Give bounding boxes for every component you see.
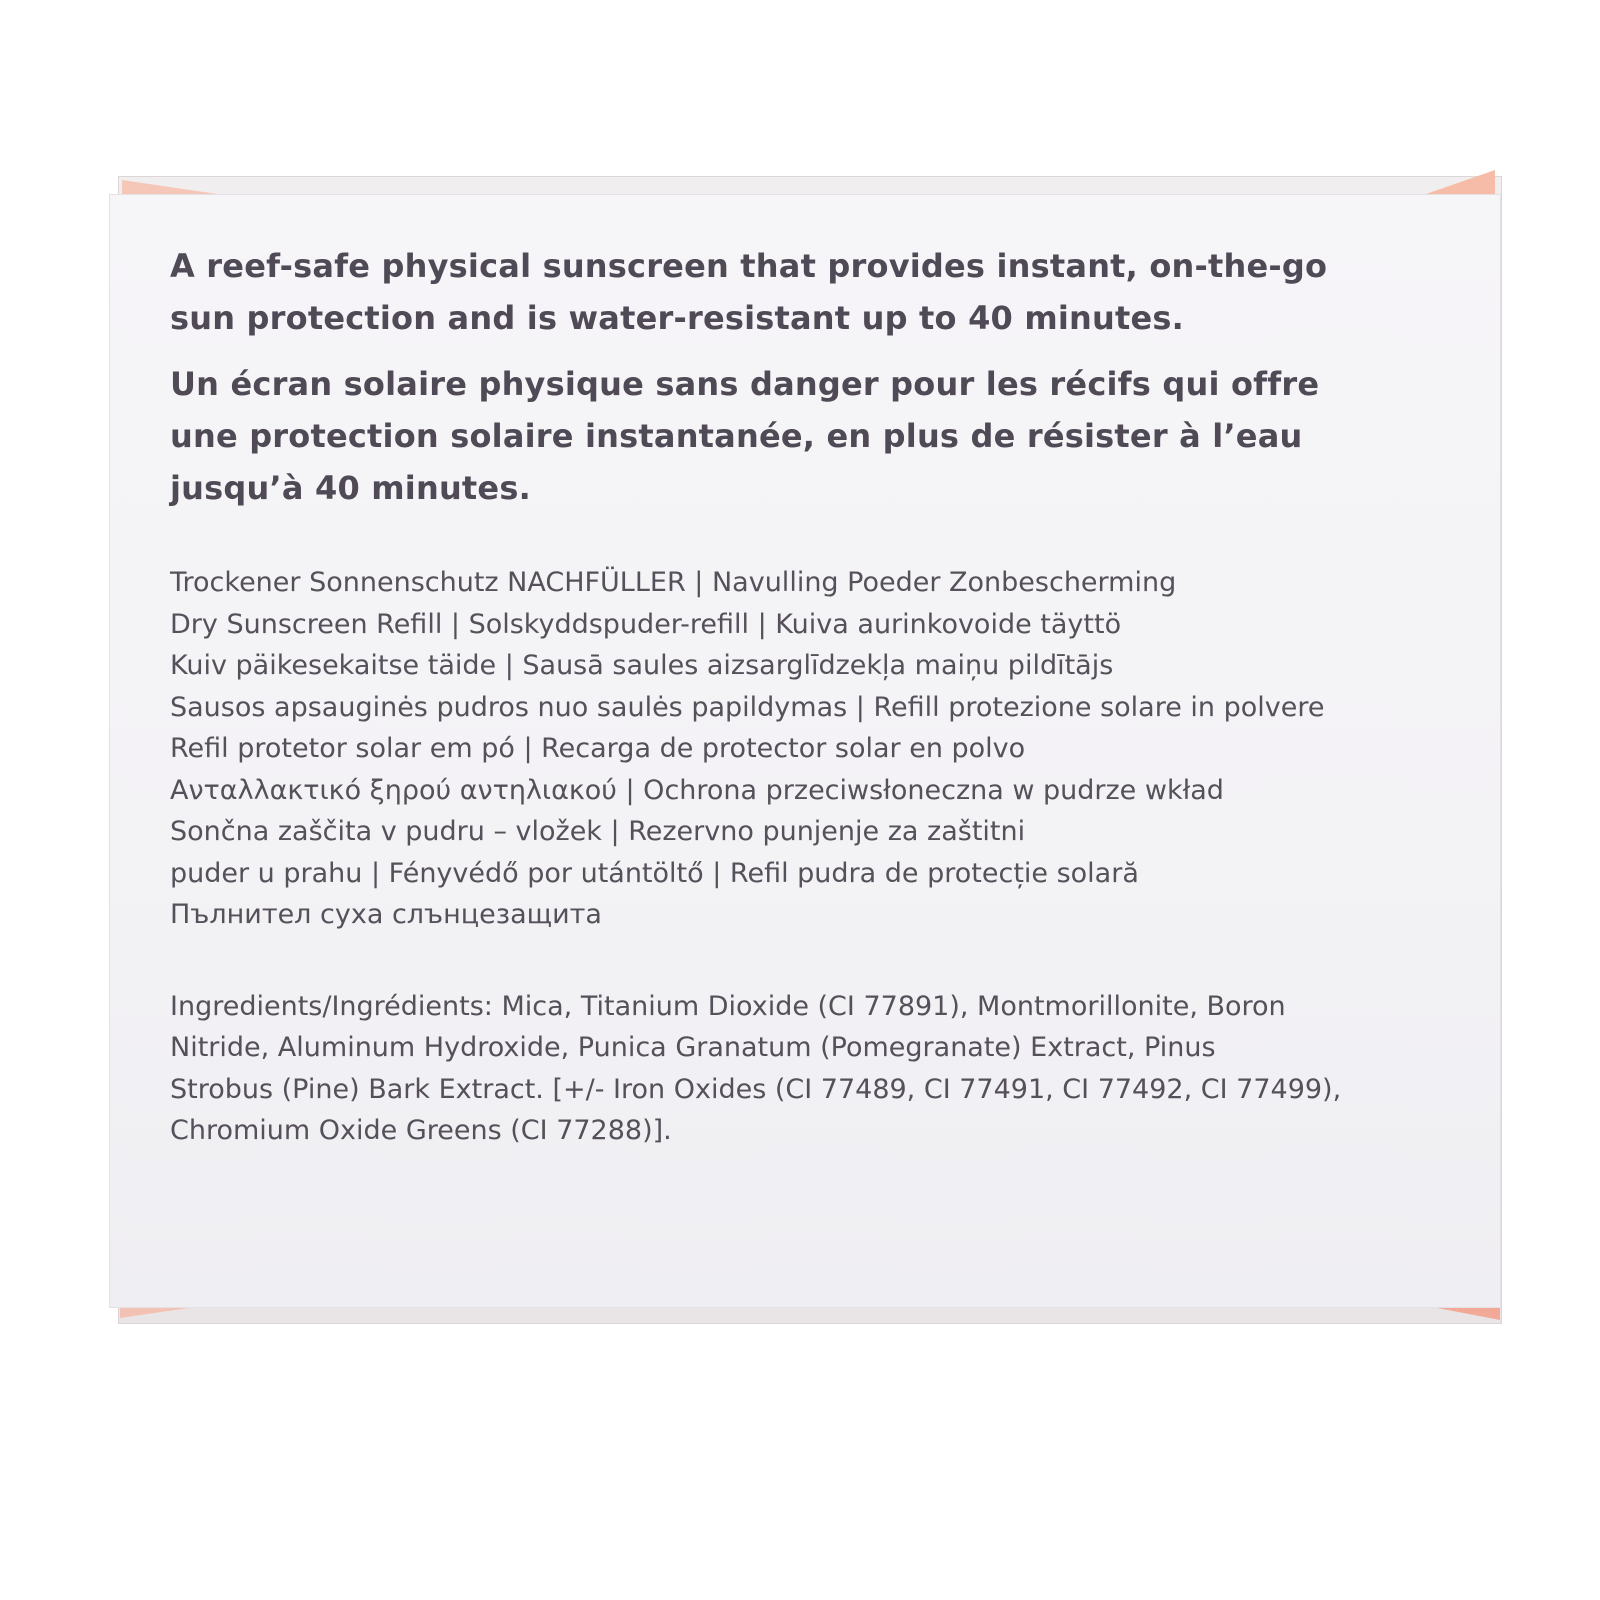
ingredients-line: Ingredients/Ingrédients: Mica, Titanium Dioxide (CI 77891), Montmorillonite, Boron [170,990,1286,1022]
box-label-content [170,240,1450,1152]
headline-fr-line: jusqu’à 40 minutes. [170,469,531,507]
headline-en-line: sun protection and is water-resistant up to 40 minutes. [170,299,1185,337]
product-name-line: puder u prahu | Fényvédő por utántöltő | Refil pudra de protecție solară [170,857,1139,889]
product-name-line: Sausos apsauginės pudros nuo saulės papildymas | Refill protezione solare in polvere [170,691,1325,723]
headline-en-line: A reef-safe physical sunscreen that provides instant, on-the-go [170,247,1328,285]
ingredients-line: Nitride, Aluminum Hydroxide, Punica Granatum (Pomegranate) Extract, Pinus [170,1032,1216,1063]
product-name-line: Dry Sunscreen Refill | Solskyddspuder-refill | Kuiva aurinkovoide täyttö [170,608,1122,640]
multilingual-product-names [170,562,1450,936]
headline-fr-line: Un écran solaire physique sans danger pour les récifs qui offre [170,365,1320,403]
product-name-line: Пълнител суха слънцезащита [170,899,602,930]
ingredients-list [170,986,1450,1152]
product-name-line: Refil protetor solar em pó | Recarga de protector solar en polvo [170,733,1026,764]
ingredients-line: Strobus (Pine) Bark Extract. [+/- Iron Oxides (CI 77489, CI 77491, CI 77492, CI 77499), [170,1073,1342,1105]
product-name-line: Trockener Sonnenschutz NACHFÜLLER | Navulling Poeder Zonbescherming [170,567,1177,598]
ingredients-line: Chromium Oxide Greens (CI 77288)]. [170,1115,672,1146]
product-name-line: Sončna zaščita v pudru – vložek | Rezervno punjenje za zaštitni [170,816,1026,847]
headline-fr-line: une protection solaire instantanée, en plus de résister à l’eau [170,417,1303,455]
product-name-line: Ανταλλακτικό ξηρού αντηλιακού | Ochrona przeciwsłoneczna w pudrze wkład [170,774,1224,806]
headline-english [170,240,1450,344]
product-name-line: Kuiv päikesekaitse täide | Sausā saules aizsarglīdzekļa maiņu pildītājs [170,650,1114,681]
headline-french [170,358,1450,514]
